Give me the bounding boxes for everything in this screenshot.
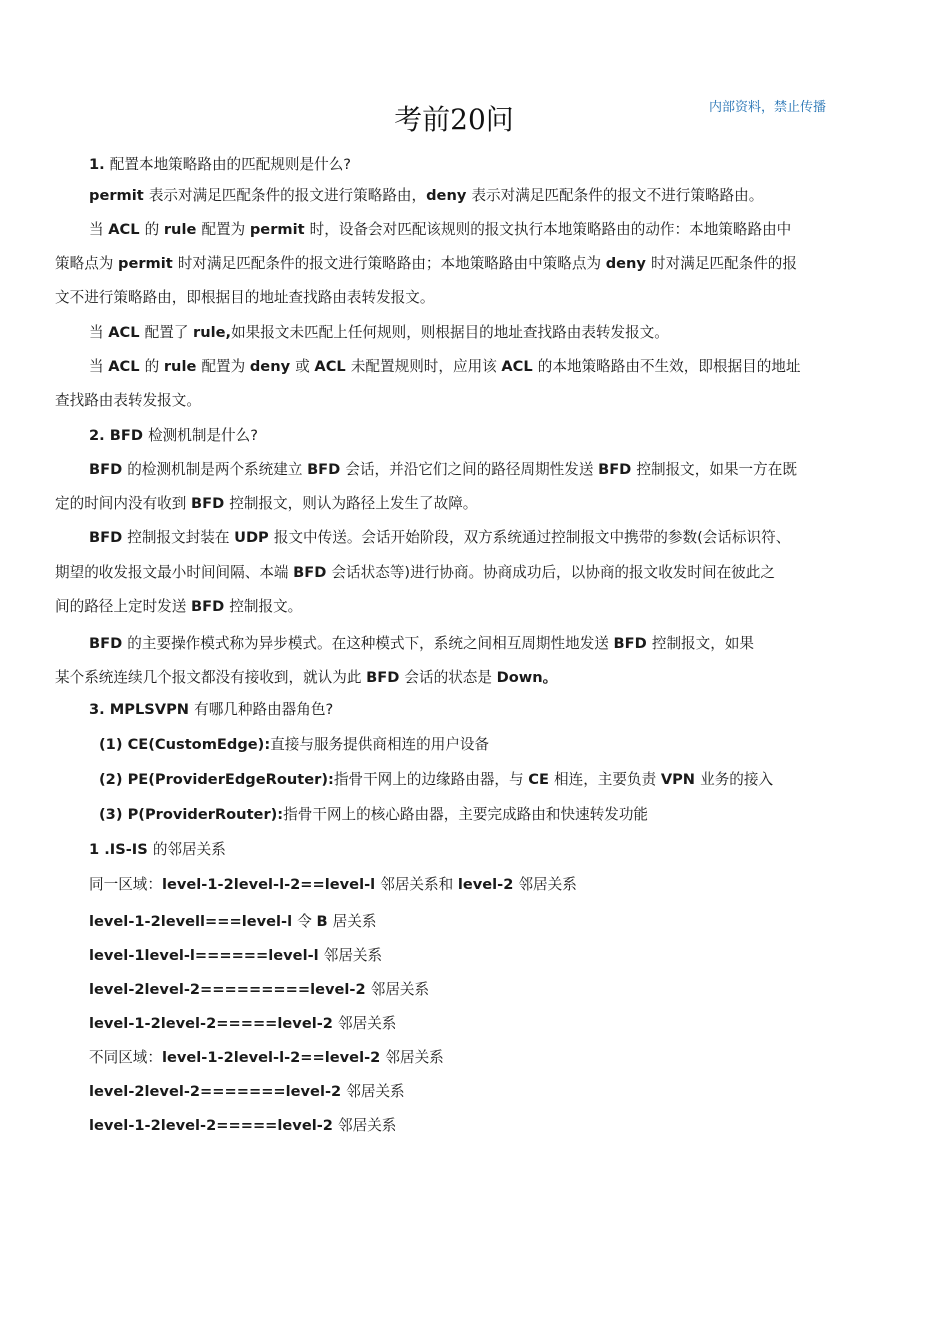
bold-text-run: rule — [163, 358, 202, 375]
text-line — [89, 980, 429, 1000]
text-line — [89, 1014, 396, 1034]
text-run: 间的路径上定时发送 — [55, 598, 191, 615]
bold-text-run: level-1-2levell===level-l — [89, 913, 298, 930]
bold-text-run: 3. MPLSVPN — [89, 701, 195, 718]
text-line — [55, 288, 434, 308]
text-line — [55, 563, 775, 583]
text-run: 邻居关系 — [518, 876, 577, 893]
text-run: 邻居关系 — [338, 1015, 397, 1032]
bold-text-run: ACL — [108, 358, 145, 375]
text-run: 时，设备会对匹配该规则的报文执行本地策略路由的动作：本地策略路由中 — [309, 221, 792, 238]
text-run: 期望的收发报文最小时间间隔、本端 — [55, 564, 294, 581]
text-run: 控制报文，则认为路径上发生了故障。 — [229, 495, 478, 512]
text-run: 居关系 — [332, 913, 377, 930]
text-run: 不同区域： — [89, 1049, 162, 1066]
text-run: 配置为 — [201, 221, 250, 238]
bold-text-run: level-2level-2=======level-2 — [89, 1083, 347, 1100]
bold-text-run: permit — [89, 187, 149, 204]
text-run: 控制报文。 — [229, 598, 303, 615]
bold-text-run: level-1-2level-l-2==level-2 — [161, 1049, 386, 1066]
text-run: 邻居关系和 — [380, 876, 458, 893]
text-line — [89, 426, 258, 446]
text-run: 邻居关系 — [346, 1083, 405, 1100]
text-run: 检测机制是什么? — [148, 427, 258, 444]
bold-text-run: (1) CE(CustomEdge): — [99, 736, 271, 753]
bold-text-run: ACL — [108, 221, 145, 238]
text-run: 的 — [144, 358, 164, 375]
text-run: 相连，主要负责 — [554, 771, 661, 788]
text-run: 邻居关系 — [385, 1049, 444, 1066]
text-run: 策略点为 — [55, 255, 119, 272]
text-run: 邻居关系 — [338, 1117, 397, 1134]
text-line — [89, 1048, 444, 1068]
bold-text-run: BFD — [366, 669, 405, 686]
text-run: 会话状态等)进行协商。协商成功后，以协商的报文收发时间在彼此之 — [331, 564, 775, 581]
text-line — [89, 220, 791, 240]
text-line — [89, 946, 382, 966]
bold-text-run: 2. BFD — [89, 427, 149, 444]
text-run: 的主要操作模式称为异步模式。在这种模式下，系统之间相互周期性地发送 — [127, 635, 614, 652]
text-run: 文不进行策略路由，即根据目的地址查找路由表转发报文。 — [55, 289, 435, 306]
text-line — [89, 840, 226, 860]
bold-text-run: BFD — [190, 495, 230, 512]
text-run: 某个系统连续几个报文都没有接收到，就认为此 — [55, 669, 367, 686]
bold-text-run: level-2level-2=========level-2 — [89, 981, 371, 998]
text-run: 令 — [297, 913, 317, 930]
bold-text-run: ACL — [108, 324, 145, 341]
bold-text-run: ACL — [501, 358, 538, 375]
text-run: 当 — [89, 358, 109, 375]
text-run: 控制报文，如果一方在既 — [636, 461, 797, 478]
text-run: 的 — [144, 221, 164, 238]
text-run: 的邻居关系 — [152, 841, 226, 858]
bold-text-run: 1 .IS-IS — [89, 841, 153, 858]
text-run: 业务的接入 — [700, 771, 774, 788]
text-run: 有哪几种路由器角色? — [194, 701, 334, 718]
text-line — [89, 186, 763, 206]
text-run: 会话，并沿它们之间的路径周期性发送 — [345, 461, 599, 478]
bold-text-run: BFD — [190, 598, 230, 615]
text-run: 表示对满足匹配条件的报文不进行策略路由。 — [471, 187, 764, 204]
text-line — [89, 1116, 396, 1136]
bold-text-run: permit — [118, 255, 178, 272]
bold-text-run: BFD — [307, 461, 346, 478]
bold-text-run: BFD — [613, 635, 652, 652]
bold-text-run: level-1-2level-l-2==level-l — [161, 876, 381, 893]
watermark-text: 内部资料，禁止传播 — [709, 100, 827, 115]
text-line — [55, 668, 557, 688]
bold-text-run: ACL — [314, 358, 351, 375]
text-run: 配置本地策略路由的匹配规则是什么? — [109, 156, 352, 173]
bold-text-run: B — [316, 913, 333, 930]
text-line — [55, 254, 797, 274]
text-line — [89, 875, 577, 895]
bold-text-run: (3) P(ProviderRouter): — [99, 806, 284, 823]
bold-text-run: BFD — [293, 564, 332, 581]
text-line — [89, 912, 376, 932]
bold-text-run: deny — [249, 358, 296, 375]
text-run: 会话的状态是 — [404, 669, 497, 686]
text-line — [89, 323, 669, 343]
bold-text-run: rule — [163, 221, 202, 238]
text-line — [55, 494, 477, 514]
bold-text-run: VPN — [660, 771, 701, 788]
bold-text-run: BFD — [598, 461, 637, 478]
text-run: 控制报文封装在 — [127, 529, 235, 546]
text-line — [89, 1082, 405, 1102]
text-run: 直接与服务提供商相连的用户设备 — [270, 736, 490, 753]
text-line — [55, 597, 302, 617]
text-line — [89, 634, 754, 654]
bold-text-run: BFD — [89, 529, 128, 546]
bold-text-run: CE — [528, 771, 555, 788]
text-run: 的检测机制是两个系统建立 — [127, 461, 308, 478]
text-line — [89, 528, 790, 548]
bold-text-run: level-1-2level-2=====level-2 — [89, 1117, 339, 1134]
text-run: 指骨干网上的核心路由器，主要完成路由和快速转发功能 — [283, 806, 649, 823]
text-line — [89, 460, 797, 480]
text-run: 报文中传送。会话开始阶段，双方系统通过控制报文中携带的参数(会话标识符、 — [273, 529, 791, 546]
page-title: 考前20问 — [394, 103, 514, 136]
text-run: 时对满足匹配条件的报文进行策略路由；本地策略路由中策略点为 — [177, 255, 606, 272]
text-line — [99, 805, 648, 825]
bold-text-run: UDP — [234, 529, 274, 546]
bold-text-run: deny — [426, 187, 472, 204]
text-run: 当 — [89, 324, 109, 341]
bold-text-run: deny — [605, 255, 652, 272]
text-run: 查找路由表转发报文。 — [55, 392, 201, 409]
bold-text-run: level-1-2level-2=====level-2 — [89, 1015, 339, 1032]
text-run: 配置为 — [201, 358, 250, 375]
bold-text-run: BFD — [89, 635, 128, 652]
bold-text-run: Down。 — [496, 669, 558, 686]
text-run: 当 — [89, 221, 109, 238]
bold-text-run: level-2 — [457, 876, 519, 893]
text-run: 配置了 — [144, 324, 194, 341]
bold-text-run: BFD — [89, 461, 128, 478]
text-run: 时对满足匹配条件的报 — [651, 255, 797, 272]
text-run: 或 — [295, 358, 315, 375]
bold-text-run: (2) PE(ProviderEdgeRouter): — [99, 771, 334, 788]
text-run: 如果报文未匹配上任何规则，则根据目的地址查找路由表转发报文。 — [231, 324, 669, 341]
text-run: 定的时间内没有收到 — [55, 495, 191, 512]
text-run: 同一区域： — [89, 876, 162, 893]
text-line — [55, 391, 201, 411]
text-run: 控制报文，如果 — [651, 635, 755, 652]
text-run: 邻居关系 — [370, 981, 430, 998]
text-line — [99, 735, 489, 755]
text-line — [99, 770, 773, 790]
text-run: 的本地策略路由不生效，即根据目的地址 — [537, 358, 801, 375]
text-line — [89, 700, 333, 720]
text-run: 指骨干网上的边缘路由器，与 — [333, 771, 529, 788]
bold-text-run: rule, — [193, 324, 232, 341]
text-run: 邻居关系 — [323, 947, 383, 964]
text-line — [89, 155, 351, 175]
text-line — [89, 357, 800, 377]
bold-text-run: 1. — [89, 156, 110, 173]
bold-text-run: level-1level-l======level-l — [89, 947, 324, 964]
bold-text-run: permit — [249, 221, 310, 238]
text-run: 未配置规则时，应用该 — [350, 358, 502, 375]
text-run: 表示对满足匹配条件的报文进行策略路由， — [148, 187, 427, 204]
